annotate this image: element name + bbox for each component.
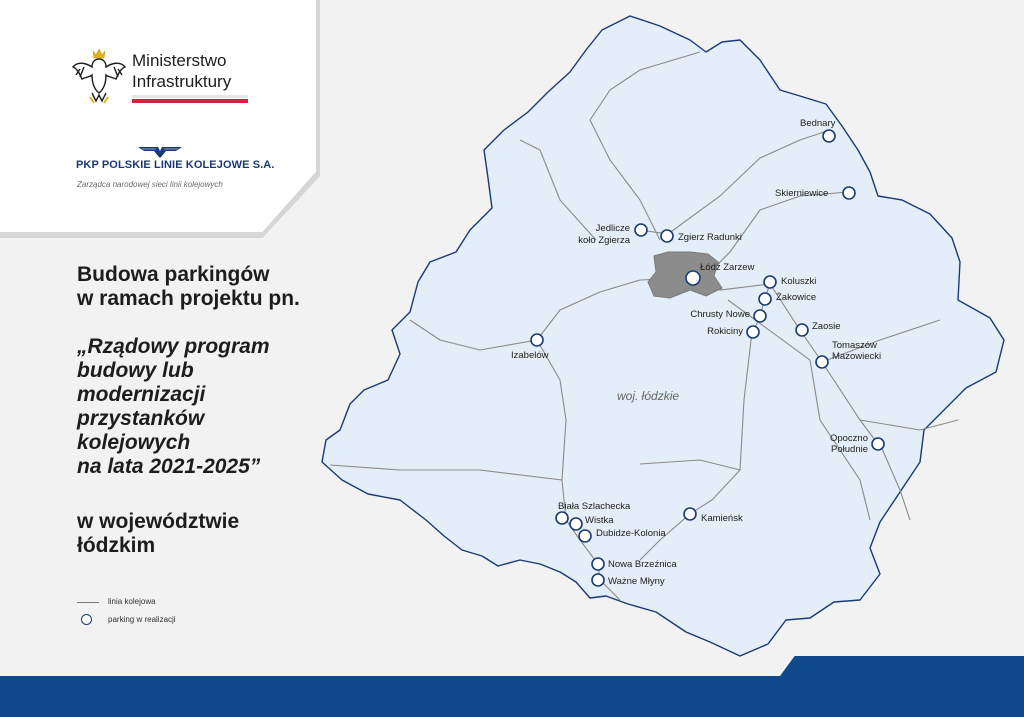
polish-eagle-emblem xyxy=(70,45,128,107)
parking-marker-icon xyxy=(592,574,604,586)
parking-marker-icon xyxy=(686,271,700,285)
program-line: „Rządowy program xyxy=(77,335,270,358)
station-label: Zgierz Radunki xyxy=(678,232,742,243)
program-line: kolejowych xyxy=(77,431,191,454)
parking-marker-icon xyxy=(759,293,771,305)
station-rokiciny xyxy=(707,326,759,338)
program-name xyxy=(77,335,337,479)
parking-marker-icon xyxy=(823,130,835,142)
parking-marker-icon xyxy=(816,356,828,368)
station-label: Biała Szlachecka xyxy=(558,501,631,512)
station-label-line2: Południe xyxy=(831,444,868,455)
region-label: woj. łódzkie xyxy=(617,389,680,403)
station-label-line2: Mazowiecki xyxy=(832,351,882,362)
parking-marker-icon xyxy=(754,310,766,322)
footer-accent xyxy=(780,656,1024,676)
station-koluszki xyxy=(764,276,816,288)
heading-line2: w ramach projektu pn. xyxy=(77,287,300,310)
parking-marker-icon xyxy=(579,530,591,542)
footer-band xyxy=(0,676,1024,717)
station-label-line2: koło Zgierza xyxy=(578,235,630,246)
station-label: Opoczno xyxy=(829,433,868,444)
ministry-name-line2: Infrastruktury xyxy=(132,72,232,91)
project-heading xyxy=(77,263,300,311)
parking-marker-icon xyxy=(635,224,647,236)
flag-stripe-red xyxy=(132,99,248,103)
heading-line1: Budowa parkingów xyxy=(77,263,270,286)
program-line: modernizacji xyxy=(77,383,206,406)
legend-rail-line-label: linia kolejowa xyxy=(108,597,156,606)
parking-marker-icon xyxy=(684,508,696,520)
legend-rail-line-swatch xyxy=(77,602,99,603)
pkp-company-name: PKP POLSKIE LINIE KOLEJOWE S.A. xyxy=(76,159,275,171)
parking-marker-icon xyxy=(843,187,855,199)
station-label: Tomaszów xyxy=(832,340,877,351)
parking-marker-icon xyxy=(872,438,884,450)
parking-marker-icon xyxy=(592,558,604,570)
lodz-city-area xyxy=(648,252,722,298)
flag-stripe-white xyxy=(132,95,248,98)
station-label: Wistka xyxy=(585,515,614,526)
station-label: Koluszki xyxy=(781,276,817,287)
logo-card xyxy=(0,0,316,232)
station-label: Nowa Brzeźnica xyxy=(608,559,677,570)
region-heading-line2: łódzkim xyxy=(77,534,156,557)
station-label: Ważne Młyny xyxy=(608,576,665,587)
region-heading xyxy=(77,510,239,558)
station-label: Rokiciny xyxy=(707,326,743,337)
station-label: Izabelów xyxy=(511,350,549,361)
pkp-tagline: Zarządca narodowej sieci linii kolejowych xyxy=(77,180,223,189)
station-label: Kamieńsk xyxy=(701,513,743,524)
legend-parking-label: parking w realizacji xyxy=(108,615,176,624)
station-label: Jedlicze xyxy=(595,223,630,234)
pkp-wings-logo xyxy=(136,143,184,159)
ministry-name-line1: Ministerstwo xyxy=(132,51,227,70)
region-heading-line1: w województwie xyxy=(77,510,240,533)
legend-parking-circle-icon xyxy=(81,614,92,625)
station-label: Skierniewice xyxy=(775,188,829,199)
parking-marker-icon xyxy=(764,276,776,288)
station-label: Bednary xyxy=(800,118,836,129)
parking-marker-icon xyxy=(556,512,568,524)
station-label: Zaosie xyxy=(812,321,841,332)
program-line: przystanków xyxy=(77,407,205,430)
program-line: na lata 2021-2025” xyxy=(77,455,261,478)
program-line: budowy lub xyxy=(77,359,194,382)
station-label: Chrusty Nowe xyxy=(690,309,750,320)
parking-marker-icon xyxy=(661,230,673,242)
ministry-name xyxy=(132,50,231,92)
parking-marker-icon xyxy=(796,324,808,336)
station-label: Dubidze-Kolonia xyxy=(596,528,666,539)
station-label: Łódź Zarzew xyxy=(700,262,755,273)
station-label: Żakowice xyxy=(776,292,817,303)
parking-marker-icon xyxy=(570,518,582,530)
parking-marker-icon xyxy=(531,334,543,346)
parking-marker-icon xyxy=(747,326,759,338)
